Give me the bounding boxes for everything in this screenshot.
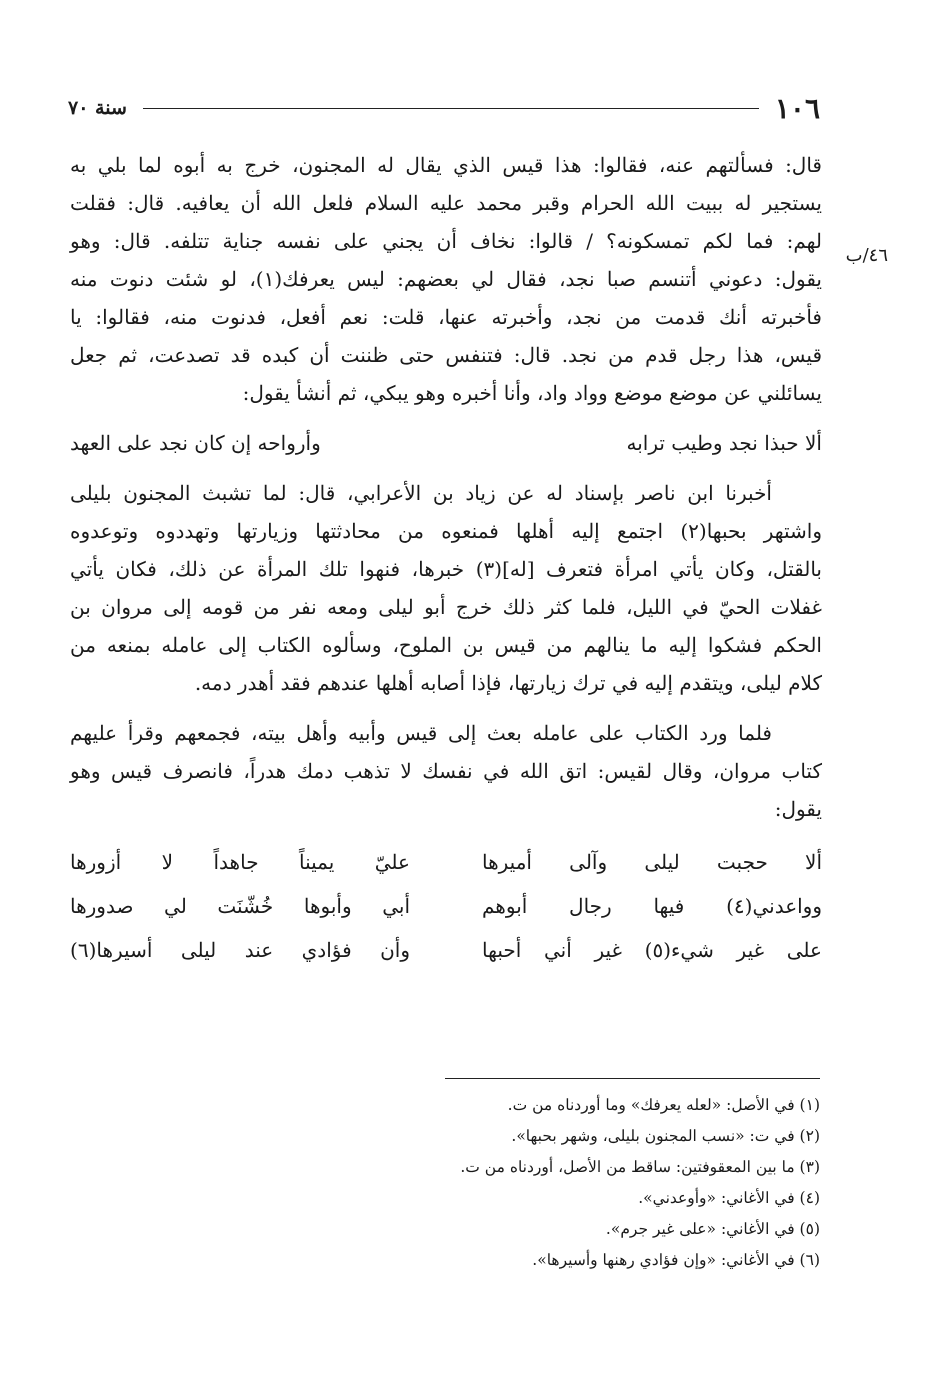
verse-second-hemistich: عليّ يميناً جاهداً لا أزورها xyxy=(70,850,410,874)
footnote-5: (٥) في الأغاني: «على غير جرم». xyxy=(605,1220,820,1238)
footnote-3: (٣) ما بين المعقوفتين: ساقط من الأصل، أوردناه من ت. xyxy=(460,1158,820,1176)
poem xyxy=(70,840,822,972)
verse-first-hemistich: على غير شيء(٥) غير أني أحبها xyxy=(482,938,822,962)
verse-second-hemistich: أبي وأبوها خُشّنَت لي صدورها xyxy=(70,894,410,918)
footnote-2: (٢) في ت: «نسب المجنون بليلى، وشهر بحبها». xyxy=(511,1127,820,1145)
header-rule xyxy=(143,108,759,109)
text-line: لهم: فما لكم تمسكونه؟ / قالوا: نخاف أن يجني على نفسه جناية تتلفه. قال: وهو xyxy=(70,229,822,253)
paragraph-1 xyxy=(70,146,822,412)
text-line: يسائلني عن موضع موضع وواد واد، وأنا أخبره وهو يبكي، ثم أنشأ يقول: xyxy=(242,381,822,405)
text-line: كلام ليلى، ويتقدم إليه في ترك زيارتها، فإذا أصابه أهلها عندهم فقد أهدر دمه. xyxy=(194,671,822,695)
verse-second-hemistich: وأرواحه إن كان نجد على العهد xyxy=(70,431,321,455)
marginal-folio-note: ٤٦/ب xyxy=(845,245,888,266)
poem-verse xyxy=(70,928,822,972)
text-line: قيس، هذا رجل قدم من نجد. قال: فتنفس حتى ظننت أن كبده قد تصدعت، ثم جعل xyxy=(70,343,822,367)
text-line: فلما ورد الكتاب على عامله بعث إلى قيس وأبيه وأهل بيته، فجمعهم وقرأ عليهم xyxy=(70,721,772,745)
verse-first-hemistich: ألا حبذا نجد وطيب ترابه xyxy=(626,431,822,455)
footnote-separator xyxy=(445,1078,820,1079)
paragraph-2 xyxy=(70,474,822,702)
footnote-6: (٦) في الأغاني: «وإن فؤادي رهنها وأسيرها». xyxy=(532,1251,820,1269)
verse-first-hemistich: وواعدني(٤) فيها رجال أبوهم xyxy=(482,894,822,918)
page-header xyxy=(68,88,820,128)
text-line: يقول: دعوني أتنسم صبا نجد، فقال لي بعضهم: ليس يعرفك(١)، لو شئت دنوت منه xyxy=(70,267,823,291)
poem-verse xyxy=(70,840,822,884)
poem-verse xyxy=(70,884,822,928)
text-line: غفلات الحيّ في الليل، فلما كثر ذلك خرج أبو ليلى ومعه نفر من قومه إلى مروان بن xyxy=(70,595,822,619)
verse-1 xyxy=(70,424,822,462)
text-line: بالقتل، وكان يأتي امرأة فتعرف [له](٣) خبرها، فنهوا تلك المرأة عن ذلك، فكان يأتي xyxy=(70,557,822,581)
text-line: يقول: xyxy=(774,797,822,821)
verse-second-hemistich: وأن فؤادي عند ليلى أسيرها(٦) xyxy=(70,938,410,962)
text-line: كتاب مروان، وقال لقيس: اتق الله في نفسك لا تذهب دمك هدراً، فانصرف قيس وهو xyxy=(70,759,822,783)
verse-first-hemistich: ألا حجبت ليلى وآلى أميرها xyxy=(482,850,822,874)
text-line: واشتهر بحبها(٢) اجتمع إليه أهلها فمنعوه من محادثتها وزيارتها وتهددوه وتوعدوه xyxy=(70,519,823,543)
footnotes xyxy=(420,1090,820,1276)
text-line: يستجير له ببيت الله الحرام وقبر محمد عليه السلام فلعل الله أن يعافيه. قال: فقلت xyxy=(70,191,822,215)
text-line: قال: فسألتهم عنه، فقالوا: هذا قيس الذي يقال له المجنون، خرج به أبوه لما بلي به xyxy=(70,153,822,177)
footnote-4: (٤) في الأغاني: «وأوعدني». xyxy=(638,1189,820,1207)
page-number: ١٠٦ xyxy=(774,91,820,125)
text-line: فأخبرته أنك قدمت من نجد، وأخبرته عنها، قلت: نعم أفعل، فدنوت منه، فقالوا: يا xyxy=(70,305,822,329)
year-label: سنة ٧٠ xyxy=(68,97,127,119)
text-line: الحكم فشكوا إليه ما ينالهم من قيس بن الملوح، وسألوه الكتاب إلى عامله بمنعه من xyxy=(70,633,822,657)
text-line: أخبرنا ابن ناصر بإسناد له عن زياد بن الأعرابي، قال: لما تشبث المجنون بليلى xyxy=(70,481,772,505)
main-text xyxy=(70,146,822,972)
footnote-1: (١) في الأصل: «لعله يعرفك» وما أوردناه من ت. xyxy=(507,1096,820,1114)
paragraph-3 xyxy=(70,714,822,828)
